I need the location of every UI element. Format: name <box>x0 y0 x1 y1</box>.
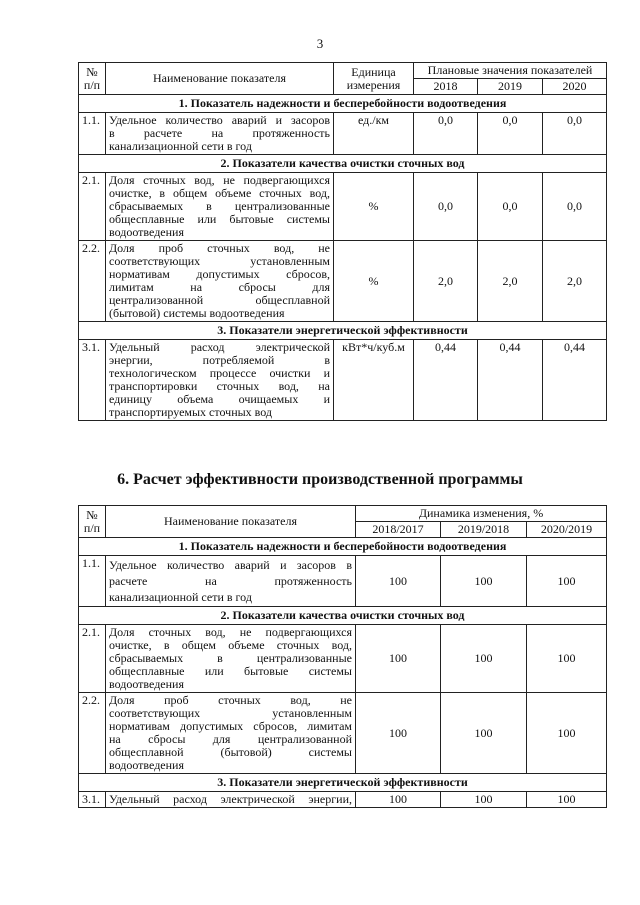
header-year: 2020 <box>543 79 607 95</box>
row-num: 1.1. <box>79 113 106 155</box>
header-num: № п/п <box>79 506 106 538</box>
header-period: 2020/2019 <box>527 522 607 538</box>
table-row <box>79 173 607 241</box>
table-row <box>79 693 607 774</box>
row-value: 100 <box>527 693 607 774</box>
row-num: 2.2. <box>79 241 106 322</box>
row-value: 100 <box>527 792 607 808</box>
header-year: 2019 <box>478 79 543 95</box>
row-value: 0,0 <box>543 173 607 241</box>
header-name: Наименование показателя <box>106 506 356 538</box>
row-value: 100 <box>356 625 441 693</box>
table-row <box>79 625 607 693</box>
row-value: 2,0 <box>414 241 478 322</box>
header-name: Наименование показателя <box>106 63 334 95</box>
row-value: 100 <box>441 556 527 607</box>
row-unit: ед./км <box>334 113 414 155</box>
row-num: 3.1. <box>79 792 106 808</box>
row-unit: % <box>334 173 414 241</box>
row-value: 0,0 <box>414 173 478 241</box>
header-unit: Единица измерения <box>334 63 414 95</box>
row-value: 100 <box>441 625 527 693</box>
row-unit: % <box>334 241 414 322</box>
page-number: 3 <box>316 36 324 51</box>
header-year: 2018 <box>414 79 478 95</box>
row-value: 0,0 <box>478 173 543 241</box>
row-value: 100 <box>527 625 607 693</box>
section-title: 3. Показатели энергетической эффективности <box>79 774 607 792</box>
row-name: Доля проб сточных вод, не соответствующих установленным нормативам допустимых сбросов, лимитам на сбросы для централизованной общесплавной (бытовой) системы водоотведения <box>106 693 356 774</box>
row-name: Доля проб сточных вод, не соответствующих установленным нормативам допустимых сбросов, лимитам на сбросы для централизованной общесплавной (бытовой) системы водоотведения <box>106 241 334 322</box>
table-row <box>79 340 607 421</box>
header-period: 2019/2018 <box>441 522 527 538</box>
row-value: 100 <box>356 792 441 808</box>
efficiency-table <box>78 505 607 808</box>
table-row <box>79 792 607 808</box>
header-num: № п/п <box>79 63 106 95</box>
row-value: 2,0 <box>543 241 607 322</box>
row-name: Удельный расход электрической энергии, <box>106 792 356 808</box>
row-value: 100 <box>441 792 527 808</box>
row-value: 0,44 <box>478 340 543 421</box>
section-heading: 6. Расчет эффективности производственной программы <box>117 471 523 488</box>
row-value: 100 <box>441 693 527 774</box>
row-name: Удельное количество аварий и засоров в расчете на протяженность канализационной сети в год <box>106 556 356 607</box>
row-name: Удельное количество аварий и засоров в расчете на протяженность канализационной сети в год <box>106 113 334 155</box>
row-value: 100 <box>356 693 441 774</box>
table-row <box>79 113 607 155</box>
row-value: 100 <box>356 556 441 607</box>
row-value: 0,44 <box>414 340 478 421</box>
section-title: 1. Показатель надежности и бесперебойности водоотведения <box>79 95 607 113</box>
header-period: 2018/2017 <box>356 522 441 538</box>
row-unit: кВт*ч/куб.м <box>334 340 414 421</box>
row-name: Удельный расход электрической энергии, потребляемой в технологическом процессе очистки и транспортировки сточных вод, на единицу объема очищаемых и транспортируемых сточных вод <box>106 340 334 421</box>
planned-values-table <box>78 62 607 421</box>
row-value: 2,0 <box>478 241 543 322</box>
row-value: 0,0 <box>478 113 543 155</box>
section-title: 2. Показатели качества очистки сточных вод <box>79 155 607 173</box>
row-num: 2.2. <box>79 693 106 774</box>
row-num: 1.1. <box>79 556 106 607</box>
row-num: 2.1. <box>79 173 106 241</box>
section-title: 2. Показатели качества очистки сточных вод <box>79 607 607 625</box>
section-title: 1. Показатель надежности и бесперебойности водоотведения <box>79 538 607 556</box>
row-name: Доля сточных вод, не подвергающихся очистке, в общем объеме сточных вод, сбрасываемых в централизованные общесплавные или бытовые системы водоотведения <box>106 625 356 693</box>
row-num: 2.1. <box>79 625 106 693</box>
header-planned: Плановые значения показателей <box>414 63 607 79</box>
row-value: 100 <box>527 556 607 607</box>
table-row <box>79 556 607 607</box>
row-value: 0,0 <box>543 113 607 155</box>
table-row <box>79 241 607 322</box>
row-num: 3.1. <box>79 340 106 421</box>
row-value: 0,0 <box>414 113 478 155</box>
row-name: Доля сточных вод, не подвергающихся очистке, в общем объеме сточных вод, сбрасываемых в централизованные общесплавные или бытовые системы водоотведения <box>106 173 334 241</box>
row-value: 0,44 <box>543 340 607 421</box>
header-dynamics: Динамика изменения, % <box>356 506 607 522</box>
section-title: 3. Показатели энергетической эффективности <box>79 322 607 340</box>
